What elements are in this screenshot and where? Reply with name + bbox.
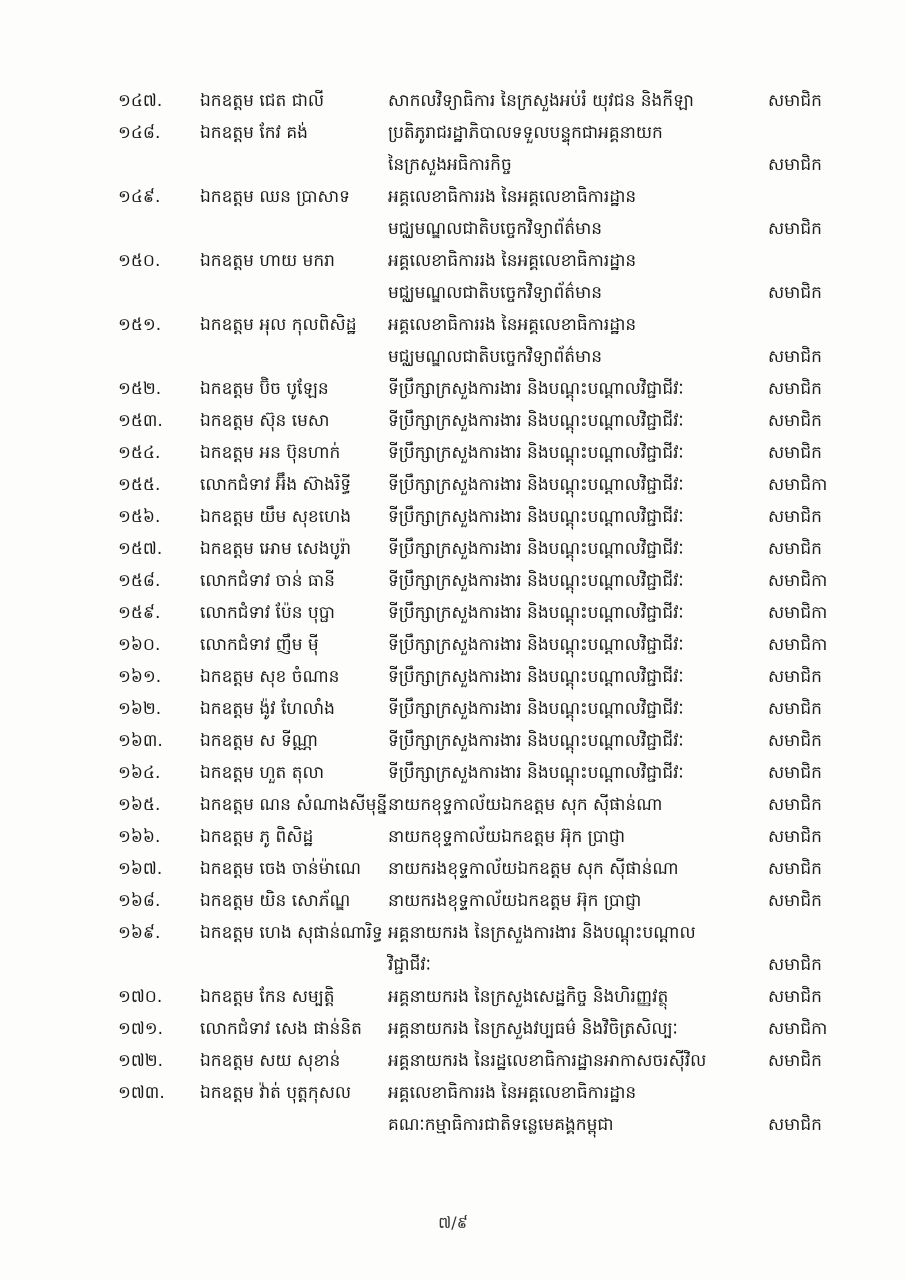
member-title <box>388 250 758 314</box>
member-title <box>388 634 758 666</box>
member-title-line: ទីប្រឹក្សាក្រសួងការងារ និងបណ្តុះបណ្តាលវិជ្ជាជីវៈ <box>388 699 684 719</box>
member-row <box>0 122 906 186</box>
member-role: សមាជិក <box>768 667 822 687</box>
member-role: សមាជិក <box>768 795 822 815</box>
member-role: សមាជិក <box>768 891 822 911</box>
member-title <box>388 602 758 634</box>
member-row <box>0 634 906 666</box>
member-title <box>388 1082 758 1146</box>
member-role: សមាជិកា <box>768 1019 828 1039</box>
member-number: ១៥៥. <box>118 475 161 495</box>
member-number: ១៧៣. <box>118 1083 165 1103</box>
member-title <box>388 1018 758 1050</box>
member-role: សមាជិក <box>768 1115 822 1135</box>
member-role: សមាជិក <box>768 91 822 111</box>
member-name: លោកជំទាវ អ៊ឹង ស៊ាងរិទ្ធី <box>200 475 352 495</box>
member-role: សមាជិក <box>768 443 822 463</box>
member-title <box>388 474 758 506</box>
member-role: សមាជិក <box>768 155 822 175</box>
member-title <box>388 762 758 794</box>
member-title <box>388 538 758 570</box>
member-name: ឯកឧត្តម ចេង ចាន់ម៉ាណេ <box>200 859 362 879</box>
member-title-line: ប្រតិភូរាជរដ្ឋាភិបាលទទួលបន្ទុកជាអគ្គនាយក <box>388 123 663 143</box>
member-role: សមាជិក <box>768 699 822 719</box>
member-row <box>0 698 906 730</box>
member-title-line: មជ្ឈមណ្ឌលជាតិបច្ចេកវិទ្យាព័ត៌មាន <box>388 219 603 239</box>
member-name: លោកជំទាវ ចាន់ ធានី <box>200 571 335 591</box>
member-role: សមាជិកា <box>768 635 828 655</box>
member-name: លោកជំទាវ សេង ផាន់និត <box>200 1019 362 1039</box>
member-title <box>388 698 758 730</box>
member-title-line: ទីប្រឹក្សាក្រសួងការងារ និងបណ្តុះបណ្តាលវិជ្ជាជីវៈ <box>388 635 684 655</box>
member-role: សមាជិក <box>768 763 822 783</box>
member-title <box>388 90 758 122</box>
member-role: សមាជិកា <box>768 475 828 495</box>
member-role: សមាជិក <box>768 507 822 527</box>
member-number: ១៦០. <box>118 635 161 655</box>
member-row <box>0 474 906 506</box>
member-row <box>0 602 906 634</box>
member-number: ១៤៨. <box>118 123 161 143</box>
member-title <box>388 826 758 858</box>
member-role: សមាជិក <box>768 1051 822 1071</box>
member-title-line: ទីប្រឹក្សាក្រសួងការងារ និងបណ្តុះបណ្តាលវិជ្ជាជីវៈ <box>388 603 684 623</box>
member-number: ១៦៨. <box>118 891 161 911</box>
member-name: ឯកឧត្តម ជេត ជាលី <box>200 91 325 111</box>
member-number: ១៥៧. <box>118 539 163 559</box>
member-row <box>0 890 906 922</box>
member-number: ១៦១. <box>118 667 162 687</box>
member-name: ឯកឧត្តម ស៊ុន មេសា <box>200 411 330 431</box>
member-name: ឯកឧត្តម ស ទីណ្ណា <box>200 731 318 751</box>
member-title-line: អគ្គលេខាធិការរង នៃអគ្គលេខាធិការដ្ឋាន <box>388 315 637 335</box>
page-number: ៧/៩ <box>438 1213 468 1232</box>
member-title-line: នាយករងខុទ្ទកាល័យឯកឧត្តម អ៊ុក ប្រាជ្ញា <box>388 891 642 911</box>
member-row <box>0 794 906 826</box>
member-number: ១៦៥. <box>118 795 161 815</box>
member-number: ១៥៨. <box>118 571 161 591</box>
member-title <box>388 410 758 442</box>
member-row <box>0 730 906 762</box>
member-row <box>0 442 906 474</box>
member-list <box>0 90 906 1146</box>
member-title <box>388 570 758 602</box>
member-row <box>0 666 906 698</box>
member-name: ឯកឧត្តម យឹម សុខហេង <box>200 507 352 527</box>
member-title-line: ទីប្រឹក្សាក្រសួងការងារ និងបណ្តុះបណ្តាលវិជ្ជាជីវៈ <box>388 443 684 463</box>
member-name: ឯកឧត្តម ង៉ូវ ហែលាំង <box>200 699 335 719</box>
member-role: សមាជិក <box>768 827 822 847</box>
member-number: ១៦៦. <box>118 827 161 847</box>
member-number: ១៥១. <box>118 315 162 335</box>
member-title-line: ទីប្រឹក្សាក្រសួងការងារ និងបណ្តុះបណ្តាលវិជ្ជាជីវៈ <box>388 379 684 399</box>
member-name: ឯកឧត្តម កែន សម្បត្តិ <box>200 987 335 1007</box>
member-role: សមាជិក <box>768 219 822 239</box>
member-row <box>0 314 906 378</box>
member-row <box>0 538 906 570</box>
member-title-line: អគ្គនាយករង នៃរដ្ឋលេខាធិការដ្ឋានអាកាសចរស៊ីវិល <box>388 1051 707 1071</box>
member-role: សមាជិក <box>768 731 822 751</box>
member-row <box>0 378 906 410</box>
member-row <box>0 858 906 890</box>
member-number: ១៦៤. <box>118 763 161 783</box>
member-number: ១៤៧. <box>118 91 163 111</box>
member-title-line: អគ្គនាយករង នៃក្រសួងវប្បធម៌ និងវិចិត្រសិល្បៈ <box>388 1019 678 1039</box>
member-name: ឯកឧត្តម អន ប៊ុនហាក់ <box>200 443 341 463</box>
member-title-line: ទីប្រឹក្សាក្រសួងការងារ និងបណ្តុះបណ្តាលវិជ្ជាជីវៈ <box>388 667 684 687</box>
member-title <box>388 506 758 538</box>
member-name: ឯកឧត្តម អោម សេងបូរ៉ា <box>200 539 352 559</box>
member-title-line: នាយកខុទ្ទកាល័យឯកឧត្តម សុក ស៊ីផាន់ណា <box>388 795 663 815</box>
member-name: ឯកឧត្តម ភូ ពិសិដ្ឋ <box>200 827 314 847</box>
member-title-line: អគ្គលេខាធិការរង នៃអគ្គលេខាធិការដ្ឋាន <box>388 187 637 207</box>
member-row <box>0 1082 906 1146</box>
member-row <box>0 506 906 538</box>
member-role: សមាជិកា <box>768 571 828 591</box>
member-row <box>0 90 906 122</box>
member-title <box>388 314 758 378</box>
member-role: សមាជិក <box>768 955 822 975</box>
member-number: ១៦៧. <box>118 859 163 879</box>
member-name: ឯកឧត្តម វ៉ាត់ បុត្តកុសល <box>200 1083 352 1103</box>
member-row <box>0 250 906 314</box>
member-number: ១៤៩. <box>118 187 161 207</box>
member-title <box>388 186 758 250</box>
member-name: ឯកឧត្តម សយ សុខាន់ <box>200 1051 341 1071</box>
member-number: ១៦៩. <box>118 923 161 943</box>
member-title-line: ទីប្រឹក្សាក្រសួងការងារ និងបណ្តុះបណ្តាលវិជ្ជាជីវៈ <box>388 763 684 783</box>
member-title-line: ទីប្រឹក្សាក្រសួងការងារ និងបណ្តុះបណ្តាលវិជ្ជាជីវៈ <box>388 411 684 431</box>
member-title-line: ទីប្រឹក្សាក្រសួងការងារ និងបណ្តុះបណ្តាលវិជ្ជាជីវៈ <box>388 475 684 495</box>
member-title-line: សាកលវិទ្យាធិការ នៃក្រសួងអប់រំ យុវជន និងកីឡា <box>388 91 694 111</box>
member-role: សមាជិក <box>768 283 822 303</box>
member-title <box>388 890 758 922</box>
member-role: សមាជិក <box>768 411 822 431</box>
member-title-line: អគ្គលេខាធិការរង នៃអគ្គលេខាធិការដ្ឋាន <box>388 251 637 271</box>
member-number: ១៦២. <box>118 699 162 719</box>
member-number: ១៥៣. <box>118 411 163 431</box>
member-row <box>0 186 906 250</box>
member-name: ឯកឧត្តម ណន សំណាងសីមុន្នី <box>200 795 388 815</box>
member-number: ១៥០. <box>118 251 161 271</box>
member-title-line: ទីប្រឹក្សាក្រសួងការងារ និងបណ្តុះបណ្តាលវិជ្ជាជីវៈ <box>388 507 684 527</box>
member-title <box>388 1050 758 1082</box>
member-number: ១៧០. <box>118 987 163 1007</box>
member-title-line: វិជ្ជាជីវៈ <box>388 955 431 975</box>
member-title-line: ទីប្រឹក្សាក្រសួងការងារ និងបណ្តុះបណ្តាលវិជ្ជាជីវៈ <box>388 539 684 559</box>
member-title-line: មជ្ឈមណ្ឌលជាតិបច្ចេកវិទ្យាព័ត៌មាន <box>388 283 603 303</box>
member-name: លោកជំទាវ ញឹម ម៉ី <box>200 635 319 655</box>
member-name: ឯកឧត្តម កែវ គង់ <box>200 123 308 143</box>
member-row <box>0 1050 906 1082</box>
member-title-line: ទីប្រឹក្សាក្រសួងការងារ និងបណ្តុះបណ្តាលវិជ្ជាជីវៈ <box>388 571 684 591</box>
member-title <box>388 986 758 1018</box>
member-title-line: គណៈកម្មាធិការជាតិទន្លេមេគង្គកម្ពុជា <box>388 1115 614 1135</box>
member-name: ឯកឧត្តម ហួត តុលា <box>200 763 325 783</box>
member-name: ឯកឧត្តម ហេង សុផាន់ណារិទ្ធ <box>200 923 383 943</box>
member-title <box>388 666 758 698</box>
member-role: សមាជិក <box>768 859 822 879</box>
member-title-line: នៃក្រសួងអធិការកិច្ច <box>388 155 512 175</box>
member-title-line: នាយករងខុទ្ទកាល័យឯកឧត្តម សុក ស៊ីផាន់ណា <box>388 859 679 879</box>
member-title <box>388 922 758 986</box>
member-number: ១៥៦. <box>118 507 161 527</box>
member-number: ១៦៣. <box>118 731 163 751</box>
member-name: ឯកឧត្តម ប៊ិច បូឡែន <box>200 379 329 399</box>
member-title <box>388 378 758 410</box>
member-title <box>388 730 758 762</box>
member-title <box>388 794 758 826</box>
member-number: ១៥៩. <box>118 603 161 623</box>
member-number: ១៧១. <box>118 1019 164 1039</box>
member-title-line: នាយកខុទ្ទកាល័យឯកឧត្តម អ៊ុក ប្រាជ្ញា <box>388 827 626 847</box>
member-title-line: មជ្ឈមណ្ឌលជាតិបច្ចេកវិទ្យាព័ត៌មាន <box>388 347 603 367</box>
member-title <box>388 858 758 890</box>
member-name: ឯកឧត្តម អុល កុលពិសិដ្ឋ <box>200 315 357 335</box>
member-row <box>0 762 906 794</box>
member-name: ឯកឧត្តម ឈន ប្រាសាទ <box>200 187 350 207</box>
member-row <box>0 826 906 858</box>
member-number: ១៧២. <box>118 1051 164 1071</box>
member-title <box>388 122 758 186</box>
member-row <box>0 922 906 986</box>
member-row <box>0 1018 906 1050</box>
member-role: សមាជិក <box>768 379 822 399</box>
member-name: លោកជំទាវ ប៉ែន បុប្ផា <box>200 603 335 623</box>
member-row <box>0 410 906 442</box>
member-row <box>0 570 906 602</box>
member-role: សមាជិក <box>768 539 822 559</box>
member-number: ១៥៤. <box>118 443 161 463</box>
member-name: ឯកឧត្តម សុខ ចំណាន <box>200 667 340 687</box>
member-role: សមាជិក <box>768 987 822 1007</box>
member-title <box>388 442 758 474</box>
member-title-line: អគ្គលេខាធិការរង នៃអគ្គលេខាធិការដ្ឋាន <box>388 1083 637 1103</box>
member-role: សមាជិក <box>768 347 822 367</box>
member-title-line: អគ្គនាយករង នៃក្រសួងសេដ្ឋកិច្ច និងហិរញ្ញវត្ថុ <box>388 987 669 1007</box>
member-number: ១៥២. <box>118 379 162 399</box>
member-title-line: ទីប្រឹក្សាក្រសួងការងារ និងបណ្តុះបណ្តាលវិជ្ជាជីវៈ <box>388 731 684 751</box>
member-name: ឯកឧត្តម ហាយ មករា <box>200 251 335 271</box>
member-name: ឯកឧត្តម យិន សោភ័ណ្ឌ <box>200 891 351 911</box>
member-role: សមាជិកា <box>768 603 828 623</box>
member-title-line: អគ្គនាយករង នៃក្រសួងការងារ និងបណ្តុះបណ្តាល <box>388 923 696 943</box>
member-row <box>0 986 906 1018</box>
